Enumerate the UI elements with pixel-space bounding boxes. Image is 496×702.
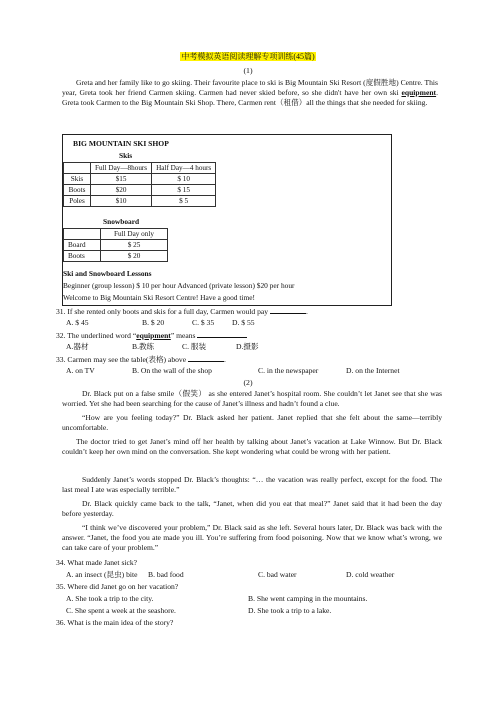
question-36: 36. What is the main idea of the story? — [56, 618, 174, 627]
table-row — [64, 240, 168, 251]
welcome-line: Welcome to Big Mountain Ski Resort Centre! Have a good time! — [63, 293, 255, 302]
snowboard-table — [63, 228, 168, 262]
question-31 — [56, 306, 308, 317]
option-33-b: B. On the wall of the shop — [132, 366, 212, 375]
passage-1-number: (1) — [243, 66, 253, 75]
question-32-word: equipment — [136, 331, 171, 340]
lessons-title: Ski and Snowboard Lessons — [63, 269, 152, 278]
option-31-a: A. $ 45 — [66, 318, 89, 327]
table-cell: Skis — [64, 174, 91, 185]
table-cell: $20 — [91, 185, 152, 196]
passage-1-text — [62, 78, 438, 108]
option-32-b: B.教练 — [132, 342, 155, 351]
option-33-d: D. on the Internet — [346, 366, 400, 375]
table-row — [64, 163, 216, 174]
table-cell: Boots — [64, 185, 91, 196]
table-cell — [64, 163, 91, 174]
table-row — [64, 229, 168, 240]
passage-1-text-b: . Greta took Carmen to the Big Mountain Ski Shop. There, Carmen rent（租借）all the things that she needed for skiing. — [62, 88, 438, 108]
shop-name: BIG MOUNTAIN SKI SHOP — [73, 139, 169, 148]
question-32 — [56, 330, 247, 341]
question-33-text: 33. Carmen may see the table(表格) above — [56, 355, 187, 364]
question-32-text-a: 32. The underlined word “ — [56, 331, 137, 340]
snowboard-caption: Snowboard — [103, 217, 140, 226]
table-row — [64, 174, 216, 185]
option-32-c: C. 服装 — [182, 342, 207, 351]
table-row — [64, 251, 168, 262]
option-32-a: A.器材 — [66, 342, 89, 351]
table-cell — [64, 229, 101, 240]
option-34-c: C. bad water — [258, 570, 297, 579]
option-31-c: C. $ 35 — [192, 318, 215, 327]
table-cell: Boots — [64, 251, 101, 262]
table-header: Full Day—8hours — [91, 163, 152, 174]
table-cell: $ 25 — [101, 240, 168, 251]
answer-blank — [270, 306, 306, 314]
skis-caption: Skis — [119, 151, 133, 160]
table-header: Half Day—4 hours — [152, 163, 216, 174]
question-31-end: . — [306, 307, 308, 316]
question-31-text: 31. If she rented only boots and skis for a full day, Carmen would pay — [56, 307, 269, 316]
table-cell: $ 5 — [152, 196, 216, 207]
answer-blank — [197, 330, 247, 338]
table-cell: $10 — [91, 196, 152, 207]
table-cell: $15 — [91, 174, 152, 185]
table-cell: Board — [64, 240, 101, 251]
table-cell: $ 20 — [101, 251, 168, 262]
passage-2-number: (2) — [243, 378, 253, 387]
page-title — [0, 52, 496, 63]
passage-2-paragraph-1: Dr. Black put on a false smile（假笑） as she entered Janet’s hospital room. She couldn’t let Janet see that she was worried. Yet she had been searching for the cause of Janet’s illness and hadn’t found a clue. — [62, 389, 442, 409]
option-33-c: C. in the newspaper — [258, 366, 319, 375]
table-row — [64, 185, 216, 196]
option-31-b: B. $ 20 — [142, 318, 165, 327]
table-row — [64, 196, 216, 207]
option-34-a: A. an insect (昆虫) bite — [66, 570, 138, 579]
option-34-b: B. bad food — [148, 570, 184, 579]
option-35-c: C. She spent a week at the seashore. — [66, 606, 176, 615]
option-31-d: D. $ 55 — [232, 318, 255, 327]
question-32-text-b: ” means — [170, 331, 196, 340]
passage-2-paragraph-6: “I think we’ve discovered your problem,” Dr. Black said as she left. Several hours later, Dr. Black was back with the answer. “Janet, the food you ate made you ill. You’re suffering from food poisoning. Now that we know what’s wrong, we can take care of your problem.” — [62, 523, 442, 553]
table-header: Full Day only — [101, 229, 168, 240]
table-cell: Poles — [64, 196, 91, 207]
ski-shop-notice — [62, 134, 392, 306]
passage-1-text-a: Greta and her family like to go skiing. Their favourite place to ski is Big Mountain Ski Resort (度假胜地) Centre. This year, Greta took her friend Carmen skiing. Carmen had never skied before, so she didn't have her own ski — [62, 78, 438, 98]
option-34-d: D. cold weather — [346, 570, 395, 579]
table-cell: $ 10 — [152, 174, 216, 185]
option-35-a: A. She took a trip to the city. — [66, 594, 154, 603]
option-33-a: A. on TV — [66, 366, 95, 375]
question-33-end: . — [224, 355, 226, 364]
option-35-b: B. She went camping in the mountains. — [248, 594, 368, 603]
table-cell: $ 15 — [152, 185, 216, 196]
passage-2-paragraph-4: Suddenly Janet’s words stopped Dr. Black’s thoughts: “… the vacation was really perfect, except for the food. The last meal I ate was especially terrible.” — [62, 475, 442, 495]
passage-2-paragraph-3: The doctor tried to get Janet’s mind off her health by talking about Janet’s vacation at Lake Winnow. But Dr. Black couldn’t keep her own mind on the conversation. She kept wondering what could be wrong with her patient. — [62, 437, 442, 457]
lessons-prices: Beginner (group lesson) $ 10 per hour Advanced (private lesson) $20 per hour — [63, 281, 295, 290]
passage-2-paragraph-2: “How are you feeling today?” Dr. Black asked her patient. Janet replied that she felt about the same—terribly uncomfortable. — [62, 413, 442, 433]
answer-blank — [188, 354, 224, 362]
page-title-text: 中考模拟英语阅读理解专项训练(45篇) — [181, 52, 315, 61]
question-34: 34. What made Janet sick? — [56, 558, 138, 567]
option-32-d: D.摄影 — [236, 342, 259, 351]
option-35-d: D. She took a trip to a lake. — [248, 606, 332, 615]
question-35: 35. Where did Janet go on her vacation? — [56, 582, 179, 591]
passage-2-paragraph-5: Dr. Black quickly came back to the talk, “Janet, when did you eat that meal?” Janet said that it had been the day before yesterday. — [62, 499, 442, 519]
underlined-word: equipment — [401, 88, 437, 98]
question-33 — [56, 354, 226, 365]
skis-table — [63, 162, 216, 207]
